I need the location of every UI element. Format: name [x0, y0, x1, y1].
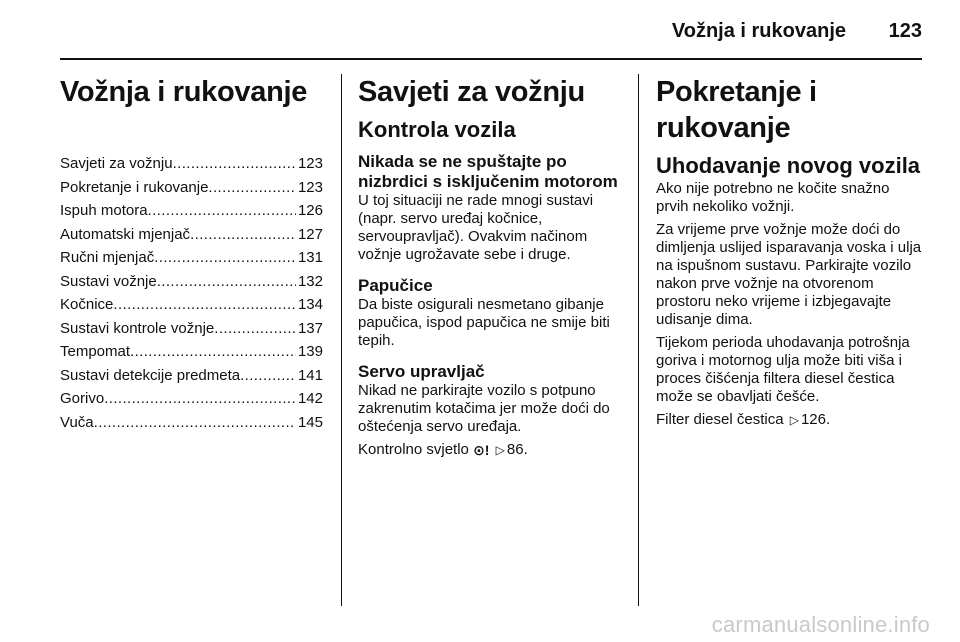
toc-entry-page: 142	[297, 390, 323, 407]
toc-entry[interactable]	[60, 340, 323, 364]
section-title: Savjeti za vožnju	[358, 76, 585, 108]
subsection-title: Kontrola vozila	[358, 117, 516, 142]
toc-leader	[148, 199, 296, 223]
toc-leader	[173, 152, 296, 176]
toc-entry-page: 145	[297, 413, 323, 431]
page-reference-arrow-icon: ▷	[495, 443, 505, 457]
toc-entry-label: Sustavi kontrole vožnje	[60, 319, 215, 337]
body-paragraph: Ako nije potrebno ne kočite snažno prvih nekoliko vožnji.	[656, 180, 890, 215]
subsection-title: Uhodavanje novog vozila	[656, 153, 921, 178]
page-header	[60, 0, 922, 60]
topic-paragraph: U toj situaciji ne rade mnogi sustavi (napr. servo uređaj kočnice, servoupravljač). Ovakvim načinom vožnje ugrožavate sebe i druge.	[358, 192, 594, 263]
page-number: 123	[888, 20, 922, 42]
toc-entry[interactable]	[60, 411, 323, 435]
header-title: Vožnja i rukovanje	[671, 20, 846, 42]
toc-entry[interactable]	[60, 270, 323, 294]
indicator-label: Kontrolno svjetlo	[358, 441, 469, 458]
steering-warning-icon: ⊙!	[473, 442, 490, 458]
indicator-line	[358, 441, 624, 459]
toc-entry-label: Sustavi vožnje	[60, 272, 157, 290]
table-of-contents	[60, 152, 323, 434]
topic-paragraph: Nikad ne parkirajte vozilo s potpuno zakrenutim kotačima jer može doći do oštećenja servo uređaja.	[358, 382, 610, 435]
starting-operating-column	[656, 74, 924, 429]
toc-entry[interactable]	[60, 293, 323, 317]
toc-entry[interactable]	[60, 223, 323, 247]
toc-entry[interactable]	[60, 387, 323, 411]
reference-page[interactable]: 126.	[800, 411, 831, 428]
toc-entry-label: Sustavi detekcije predmeta	[60, 366, 241, 384]
toc-leader	[94, 411, 296, 435]
toc-entry-page: 134	[297, 296, 323, 313]
toc-entry-label: Gorivo	[60, 390, 105, 407]
toc-leader	[208, 176, 296, 200]
toc-entry-label: Ispuh motora	[60, 202, 148, 219]
toc-entry[interactable]	[60, 317, 323, 341]
toc-entry-label: Savjeti za vožnju	[60, 155, 173, 172]
watermark: carmanualsonline.info	[711, 612, 930, 637]
topic-heading: Papučice	[358, 276, 433, 295]
toc-entry-page: 139	[297, 343, 323, 360]
toc-column	[60, 74, 323, 434]
driving-tips-column	[358, 74, 624, 459]
toc-entry[interactable]	[60, 152, 323, 176]
chapter-title: Vožnja i rukovanje	[60, 76, 308, 108]
toc-leader	[157, 270, 296, 294]
toc-entry-page: 137	[297, 319, 323, 337]
toc-entry-page: 123	[297, 178, 323, 196]
column-divider	[638, 74, 639, 606]
toc-entry[interactable]	[60, 364, 323, 388]
toc-leader	[104, 387, 296, 411]
toc-entry-label: Pokretanje i rukovanje	[60, 178, 209, 196]
topic-paragraph: Da biste osigurali nesmetano gibanje papučica, ispod papučica ne smije biti tepih.	[358, 296, 610, 349]
toc-entry-label: Ručni mjenjač	[60, 249, 155, 266]
toc-entry-page: 123	[297, 155, 323, 172]
toc-entry[interactable]	[60, 176, 323, 200]
toc-entry-label: Automatski mjenjač	[60, 225, 191, 243]
toc-entry-page: 126	[297, 202, 323, 219]
toc-leader	[113, 293, 296, 317]
toc-leader	[154, 246, 296, 270]
toc-leader	[190, 223, 296, 247]
toc-leader	[130, 340, 296, 364]
body-paragraph: Za vrijeme prve vožnje može doći do dimljenja uslijed isparavanja voska i ulja na ispušnom sustavu. Parkirajte vozilo nakon prve vožnje na otvorenom prostoru neko vrijeme i izbjegavajte udisanje dima.	[656, 221, 922, 328]
topic-heading: Nikada se ne spuštajte po nizbrdici s isključenim motorom	[358, 152, 618, 191]
indicator-page-ref[interactable]: 86.	[506, 441, 528, 458]
toc-entry-label: Tempomat	[60, 343, 131, 360]
reference-label: Filter diesel čestica	[656, 411, 784, 428]
toc-entry-page: 131	[297, 249, 323, 266]
toc-entry-label: Kočnice	[60, 296, 114, 313]
toc-entry-page: 132	[297, 272, 323, 290]
page-reference-arrow-icon: ▷	[789, 413, 799, 427]
toc-entry-label: Vuča	[60, 413, 94, 431]
toc-entry[interactable]	[60, 246, 323, 270]
toc-leader	[214, 317, 296, 341]
column-divider	[341, 74, 342, 606]
toc-entry-page: 141	[297, 366, 323, 384]
toc-leader	[240, 364, 296, 388]
toc-entry-page: 127	[297, 225, 323, 243]
section-title: Pokretanje i rukovanje	[656, 76, 817, 144]
reference-line	[656, 411, 924, 429]
topic-heading: Servo upravljač	[358, 362, 485, 381]
toc-entry[interactable]	[60, 199, 323, 223]
body-paragraph: Tijekom perioda uhodavanja potrošnja goriva i motornog ulja može biti viša i proces čišćenja filtera diesel čestica može se obavljati češće.	[656, 334, 910, 405]
